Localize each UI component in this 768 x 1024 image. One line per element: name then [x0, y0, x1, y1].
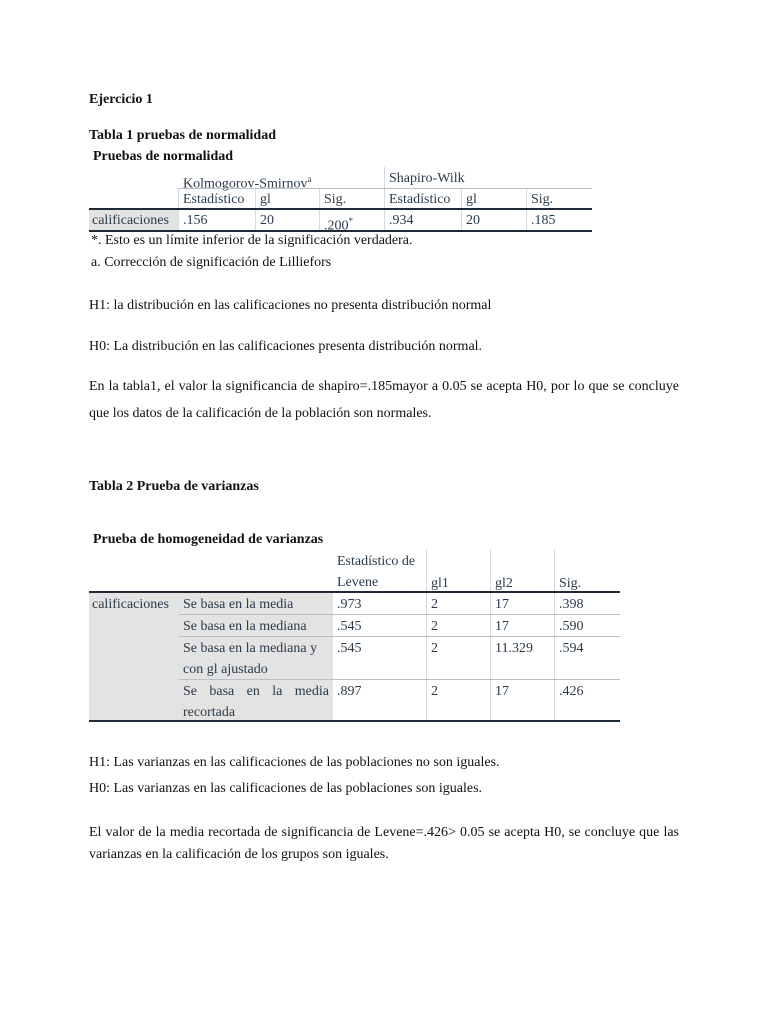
row2-stat: .545	[337, 619, 362, 634]
h1-normality: H1: la distribución en las calificaciones no presenta distribución normal	[89, 298, 492, 313]
table-bottom-rule	[89, 230, 592, 232]
sw-sig-value: .185	[531, 213, 556, 228]
row4-gl1: 2	[431, 684, 438, 699]
ks-gl-value: 20	[260, 213, 274, 228]
row4-gl2: 17	[495, 684, 509, 699]
levene-header-line1: Estadístico de	[337, 554, 416, 569]
row3-gl2: 11.329	[495, 641, 533, 656]
sw-gl-header: gl	[466, 192, 477, 207]
row3-stat: .545	[337, 641, 362, 656]
row-label-calificaciones: calificaciones	[92, 213, 169, 228]
row-label-media: Se basa en la media	[183, 597, 294, 612]
row1-gl1: 2	[431, 597, 438, 612]
row3-sig: .594	[559, 641, 584, 656]
row-group-calificaciones: calificaciones	[92, 597, 169, 612]
row2-gl2: 17	[495, 619, 509, 634]
ks-group-header: Kolmogorov-Smirnov$^a$	[183, 174, 312, 192]
header-bottom-rule	[89, 591, 620, 593]
table-bottom-rule	[89, 720, 620, 722]
ks-gl-header: gl	[260, 192, 271, 207]
ks-stat-value: .156	[183, 213, 208, 228]
row-label-recortada-2: recortada	[183, 705, 236, 720]
h0-normality: H0: La distribución en las calificaciones presenta distribución normal.	[89, 339, 483, 354]
ks-sig-header: Sig.	[324, 192, 347, 207]
ks-sig-value: .200*	[324, 216, 353, 234]
conclusion-normality: En la tabla1, el valor la significancia de shapiro=.185mayor a 0.05 se acepta H0, por lo que se concluye que los datos de la calificación de la población son normales.	[89, 379, 679, 421]
table2-caption: Tabla 2 Prueba de varianzas	[89, 479, 259, 494]
table1-caption: Tabla 1 pruebas de normalidad	[89, 128, 276, 143]
divider	[554, 549, 555, 720]
divider	[490, 549, 491, 720]
sw-stat-value: .934	[389, 213, 414, 228]
row4-sig: .426	[559, 684, 584, 699]
h1-variance: H1: Las varianzas en las calificaciones de las poblaciones no son iguales.	[89, 755, 500, 770]
row-label-mediana-ajustado-2: con gl ajustado	[183, 662, 268, 677]
levene-header-line2: Levene	[337, 575, 379, 590]
row3-gl1: 2	[431, 641, 438, 656]
row-rule	[179, 614, 620, 615]
sig-header: Sig.	[559, 576, 582, 591]
row2-gl1: 2	[431, 619, 438, 634]
sw-gl-value: 20	[466, 213, 480, 228]
conclusion-variance: El valor de la media recortada de significancia de Levene=.426> 0.05 se acepta H0, se concluye que las varianzas en la calificación de los grupos son iguales.	[89, 825, 679, 862]
row-label-mediana-ajustado-1: Se basa en la mediana y	[183, 641, 318, 656]
exercise-title: Ejercicio 1	[89, 92, 153, 107]
row-label-recortada-1: Se basa en la media	[183, 684, 329, 699]
row1-stat: .973	[337, 597, 362, 612]
table2-title: Prueba de homogeneidad de varianzas	[93, 532, 324, 547]
table1-footnote-1: *. Esto es un límite inferior de la significación verdadera.	[91, 233, 413, 248]
header-rule	[178, 188, 592, 189]
header-bottom-rule	[89, 208, 592, 210]
row-rule	[179, 679, 620, 680]
row1-sig: .398	[559, 597, 584, 612]
sw-sig-header: Sig.	[531, 192, 554, 207]
sw-stat-header: Estadístico	[389, 192, 451, 207]
row-label-mediana: Se basa en la mediana	[183, 619, 307, 634]
h0-variance: H0: Las varianzas en las calificaciones de las poblaciones son iguales.	[89, 781, 483, 796]
table1-title: Pruebas de normalidad	[93, 149, 234, 164]
row1-gl2: 17	[495, 597, 509, 612]
gl2-header: gl2	[495, 576, 513, 591]
ks-stat-header: Estadístico	[183, 192, 245, 207]
gl1-header: gl1	[431, 576, 449, 591]
table1-footnote-2: a. Corrección de significación de Lilliefors	[91, 255, 332, 270]
row4-stat: .897	[337, 684, 362, 699]
divider	[384, 167, 385, 230]
sw-group-header: Shapiro-Wilk	[389, 171, 465, 186]
row2-sig: .590	[559, 619, 584, 634]
row-rule	[179, 636, 620, 637]
divider	[426, 549, 427, 720]
